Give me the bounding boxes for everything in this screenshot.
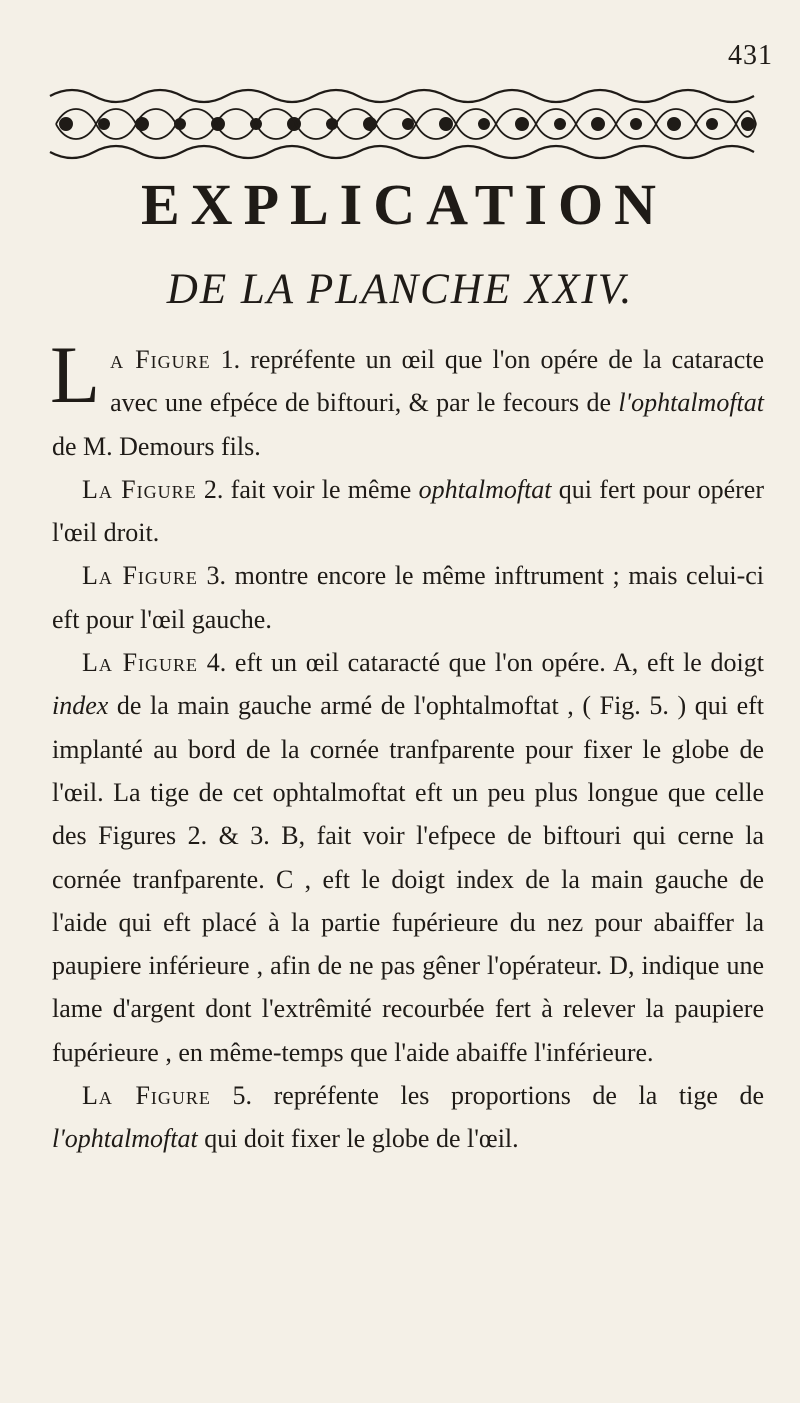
italic-term: l'ophtalmoftat [618, 388, 764, 418]
paragraph-tail: qui doit fixer le globe de l'œil. [197, 1124, 519, 1154]
paragraph-text: 2. fait voir le même [196, 474, 419, 504]
paragraph-4 [52, 641, 764, 1074]
page-number: 431 [728, 40, 773, 71]
paragraph-tail: de la main gauche armé de l'ophtalmoftat , ( Fig. 5. ) qui eft implanté au bord de la cornée tranfparente pour fixer le globe de l'œil. La tige de cet ophtalmoftat eft un peu plus longue que celle des Figures 2. & 3. B, fait voir l'efpece de biftouri qui cerne la cornée tranfparente. C , eft le doigt index de la main gauche de l'aide qui eft placé à la partie fupérieure du nez pour abaiffer la paupiere inférieure , afin de ne pas gêner l'opérateur. D, indique une lame d'argent dont l'extrêmité recourbée fert à relever la paupiere fupérieure , en même-temps que l'aide abaiffe l'inférieure. [52, 691, 764, 1067]
paragraph-2 [52, 468, 764, 555]
paragraph-5 [52, 1074, 764, 1161]
chapter-subtitle: DE LA PLANCHE XXIV. [166, 266, 634, 313]
italic-term: ophtalmoftat [418, 474, 552, 504]
paragraph-1 [50, 329, 765, 468]
explanation-text [50, 329, 765, 1161]
ornamental-header-border [46, 84, 760, 164]
italic-term: index [52, 691, 109, 721]
paragraph-tail: qui fert pour opérer l'œil droit. [52, 474, 765, 548]
figure-label: La Figure [82, 561, 198, 591]
paragraph-text: 5. repréfente les proportions de la tige de [210, 1081, 764, 1111]
figure-label: La Figure [82, 648, 199, 678]
chapter-title: EXPLICATION [141, 172, 667, 237]
paragraph-text: 1. repréfente un œil que l'on opére de la cataracte avec une efpéce de biftouri, & par le fecours de [110, 345, 765, 418]
paragraph-text: 4. eft un œil cataracté que l'on opére. A, eft le doigt [198, 648, 764, 678]
figure-label: La Figure [82, 1081, 211, 1111]
paragraph-3 [52, 554, 764, 641]
paragraph-tail: de M. Demours fils. [52, 431, 261, 461]
paragraph-text: 3. montre encore le même inftrument ; mais celui-ci eft pour l'œil gauche. [52, 561, 764, 634]
figure-label: La Figure [82, 474, 197, 504]
figure-label: a Figure [110, 345, 211, 374]
drop-cap: L [50, 329, 101, 420]
italic-term: l'ophtalmoftat [52, 1124, 198, 1154]
